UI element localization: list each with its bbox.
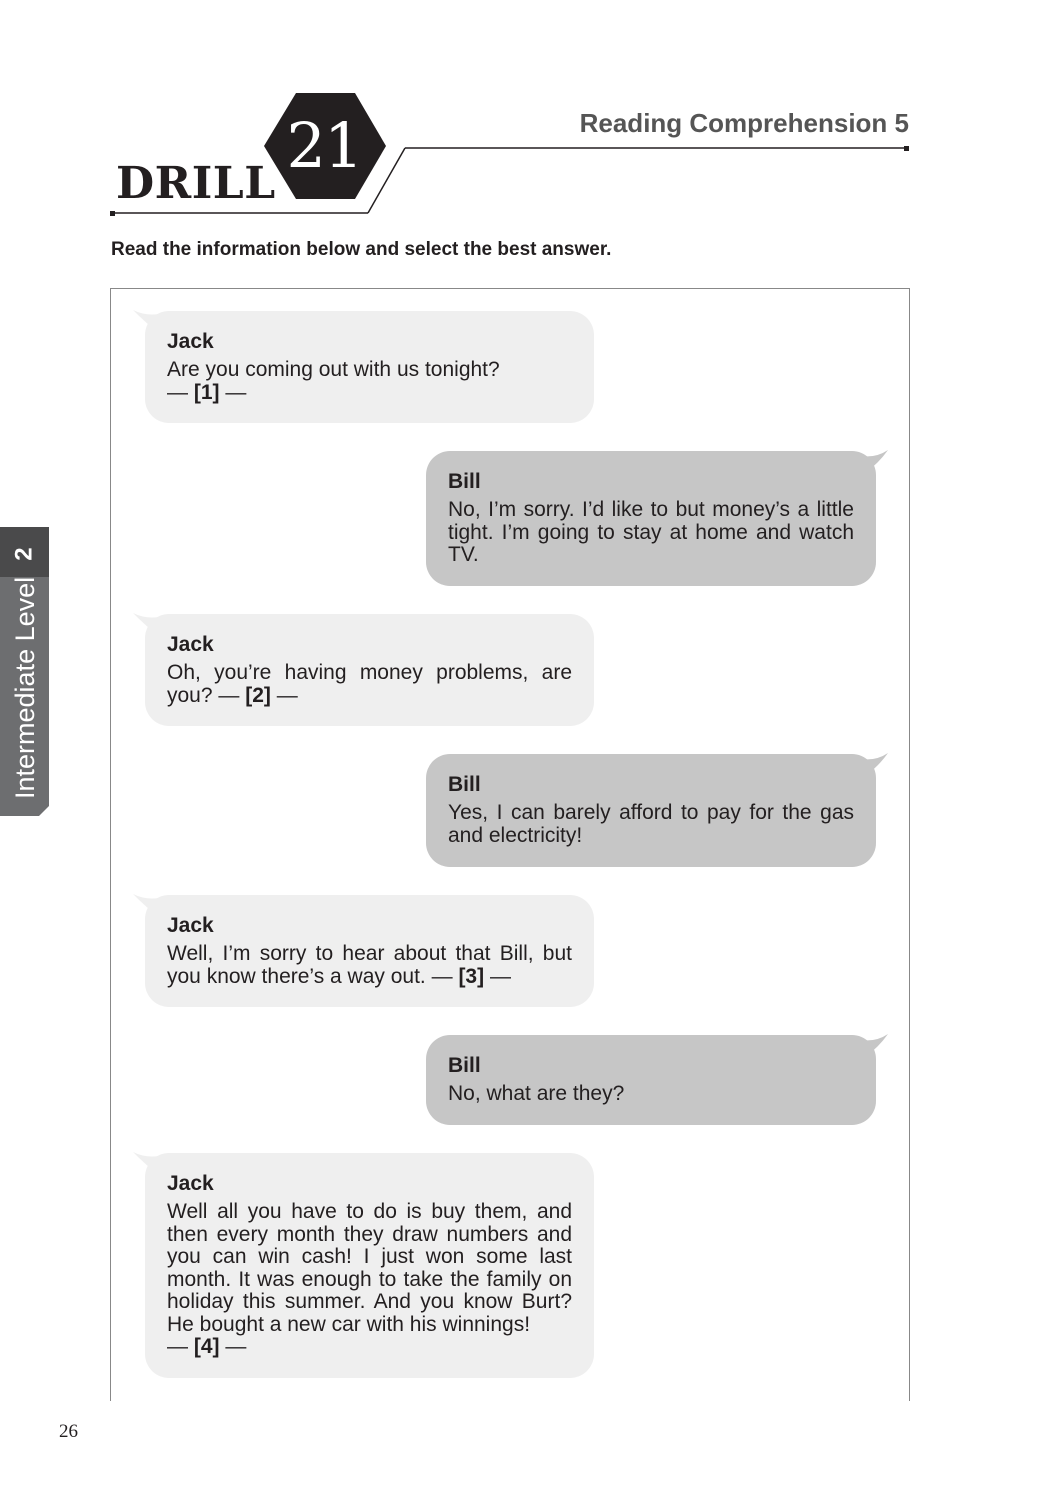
answer-blank-2: [2] [245, 683, 271, 707]
message-bubble-jack-4 [145, 1153, 594, 1378]
message-text: Are you coming out with us tonight? [167, 358, 500, 381]
blank-dash: — [484, 964, 511, 988]
speaker-name: Jack [167, 914, 214, 937]
message-text [167, 943, 572, 988]
message-text [167, 662, 572, 707]
message-bubble-bill-2 [426, 754, 876, 867]
message-text: Well all you have to do is buy them, and then every month they draw numbers and you can win cash! I just won some last month. It was enough to take the family on holiday this summer. And you know Burt? He bought a new car with his winnings! [167, 1200, 572, 1336]
message-text: No, I’m sorry. I’d like to but money’s a little tight. I’m going to stay at home and watch TV. [448, 498, 854, 566]
drill-number: 21 [286, 109, 362, 182]
blank-dash: — [425, 964, 459, 988]
level-label: Intermediate Level [10, 576, 40, 799]
answer-blank-4: [4] [193, 1335, 220, 1358]
speaker-name: Bill [448, 1054, 481, 1077]
message-bubble-bill-1 [426, 451, 876, 586]
message-bubble-jack-1 [145, 311, 594, 423]
instruction-text: Read the information below and select the best answer. [111, 239, 612, 260]
answer-blank-line [167, 382, 572, 405]
answer-blank-3: [3] [458, 964, 485, 988]
answer-blank-line [167, 1336, 572, 1359]
message-bubble-jack-3 [145, 895, 594, 1007]
message-text: No, what are they? [448, 1082, 625, 1105]
answer-blank-1: [1] [193, 380, 220, 404]
blank-dash: — [219, 1335, 247, 1358]
message-bubble-jack-2 [145, 614, 594, 726]
blank-dash: — [219, 380, 247, 404]
section-title: Reading Comprehension 5 [579, 108, 909, 138]
page-number: 26 [59, 1421, 78, 1442]
message-sentence: Oh, you’re having money problems, are you? [167, 661, 572, 707]
speaker-name: Jack [167, 330, 214, 353]
message-sentence: Well, I’m sorry to hear about that Bill, but you know there’s a way out. [167, 942, 572, 988]
speaker-name: Jack [167, 1172, 214, 1195]
level-number: 2 [10, 547, 38, 561]
speaker-name: Bill [448, 470, 481, 493]
message-text: Yes, I can barely afford to pay for the gas and electricity! [448, 801, 854, 847]
blank-dash: — [167, 380, 194, 404]
blank-dash: — [212, 683, 246, 707]
message-bubble-bill-3 [426, 1035, 876, 1125]
speaker-name: Jack [167, 633, 214, 656]
speaker-name: Bill [448, 773, 481, 796]
blank-dash: — [270, 683, 298, 707]
blank-dash: — [167, 1335, 194, 1358]
drill-label: DRILL [116, 158, 276, 209]
